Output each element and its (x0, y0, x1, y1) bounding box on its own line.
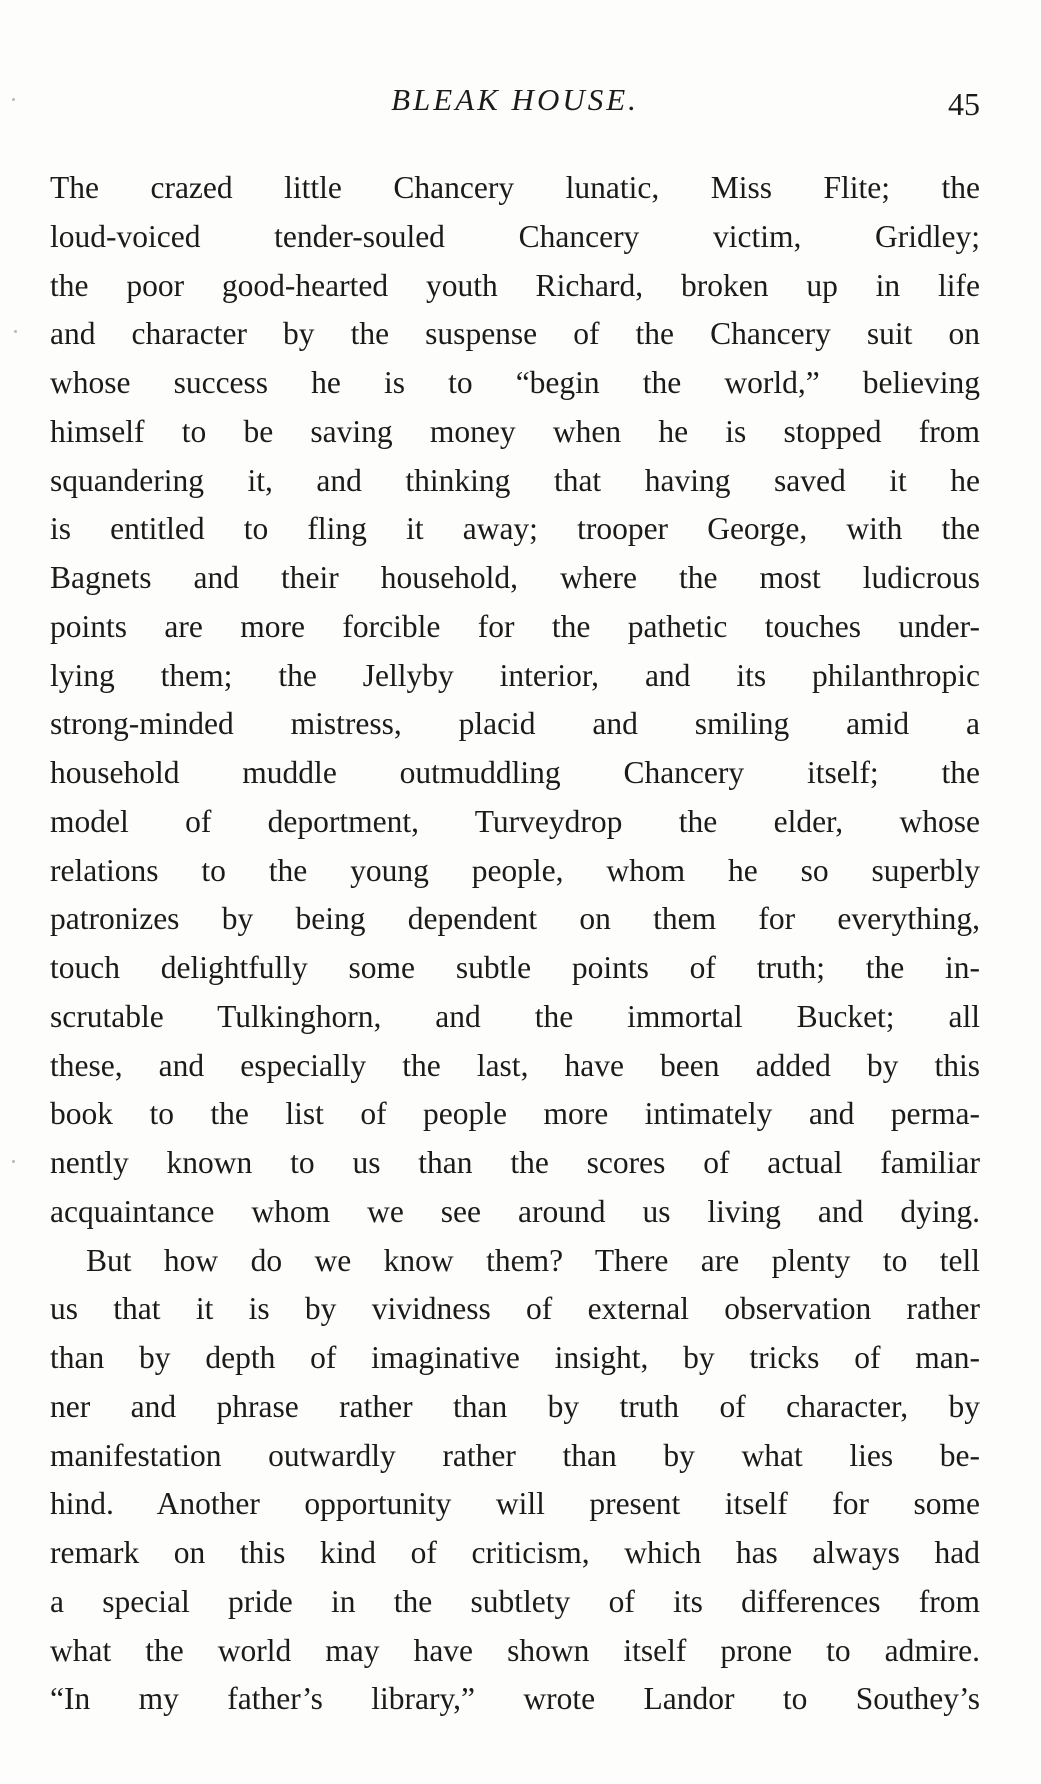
text-line: model of deportment, Turveydrop the elder, whose (50, 803, 980, 839)
text-line: whose success he is to “begin the world,” believing (50, 365, 980, 400)
text-line: squandering it, and thinking that having saved it he (50, 462, 980, 498)
text-line: acquaintance whom we see around us living and dying. (50, 1193, 980, 1229)
text-line: strong-minded mistress, placid and smiling amid a (50, 706, 980, 742)
text-line: is entitled to fling it away; trooper George, with the (50, 511, 980, 547)
text-line: relations to the young people, whom he so superbly (50, 852, 980, 888)
text-line: patronizes by being dependent on them for everything, (50, 901, 980, 937)
text-line: Bagnets and their household, where the most ludicrous (50, 560, 980, 595)
text-line: touch delightfully some subtle points of truth; the in- (50, 950, 980, 985)
text-line: what the world may have shown itself prone to admire. (50, 1632, 980, 1668)
text-line: scrutable Tulkinghorn, and the immortal Bucket; all (50, 998, 980, 1034)
text-line: manifestation outwardly rather than by what lies be- (50, 1437, 980, 1473)
text-line: hind. Another opportunity will present itself for some (50, 1486, 980, 1522)
text-line: us that it is by vividness of external observation rather (50, 1291, 980, 1327)
body-text (50, 164, 980, 1724)
margin-speck (12, 98, 15, 101)
text-line: ner and phrase rather than by truth of character, by (50, 1388, 980, 1424)
running-title: BLEAK HOUSE. (391, 82, 639, 117)
running-head (50, 80, 980, 130)
text-line: “In my father’s library,” wrote Landor to Southey’s (50, 1681, 980, 1717)
text-line: loud-voiced tender-souled Chancery victim, Gridley; (50, 218, 980, 254)
text-line: a special pride in the subtlety of its differences from (50, 1583, 980, 1619)
text-line: The crazed little Chancery lunatic, Miss Flite; the (50, 170, 980, 205)
paragraph (50, 164, 980, 1237)
text-line: himself to be saving money when he is stopped from (50, 413, 980, 449)
text-line: nently known to us than the scores of actual familiar (50, 1145, 980, 1180)
text-line: But how do we know them? There are plenty to tell (86, 1242, 980, 1278)
text-line: than by depth of imaginative insight, by tricks of man- (50, 1340, 980, 1375)
text-line: book to the list of people more intimately and perma- (50, 1096, 980, 1132)
text-line: lying them; the Jellyby interior, and its philanthropic (50, 657, 980, 693)
text-line: these, and especially the last, have been added by this (50, 1047, 980, 1083)
text-line: household muddle outmuddling Chancery itself; the (50, 755, 980, 790)
margin-speck (12, 1160, 15, 1163)
paragraph (50, 1237, 980, 1725)
text-line: the poor good-hearted youth Richard, broken up in life (50, 267, 980, 303)
page-number: 45 (948, 86, 980, 122)
text-line: remark on this kind of criticism, which has always had (50, 1535, 980, 1570)
margin-speck (14, 330, 17, 333)
text-line: points are more forcible for the pathetic touches under- (50, 608, 980, 644)
text-line: and character by the suspense of the Chancery suit on (50, 316, 980, 352)
